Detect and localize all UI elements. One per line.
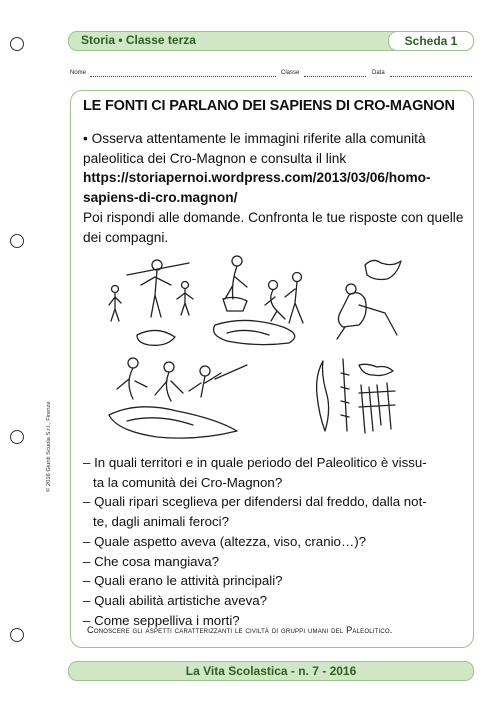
- burial-illustration: [109, 358, 247, 438]
- intro-lead: • Osserva attentamente le immagini riferite alla comunità paleolitica dei Cro-Magnon e consulta il link: [83, 131, 426, 166]
- question-line: ta la comunità dei Cro-Magnon?: [93, 474, 283, 490]
- sheet-badge: [388, 31, 474, 51]
- worksheet-box: [70, 90, 474, 648]
- footer-bar: [68, 661, 474, 681]
- worksheet-title: LE FONTI CI PARLANO DEI SAPIENS DI CRO-MAGNON: [83, 98, 455, 114]
- binder-hole-4: [10, 628, 24, 642]
- binder-hole-2: [10, 234, 24, 248]
- camp-illustration: [214, 256, 304, 345]
- date-field-line: [390, 76, 472, 77]
- header-bar: [68, 31, 474, 51]
- intro-tail: Poi rispondi alle domande. Confronta le tue risposte con quelle dei compagni.: [83, 209, 464, 245]
- cave-art-illustration: [337, 260, 401, 339]
- question-line: – Quali erano le attività principali?: [83, 573, 283, 589]
- date-label: Data: [372, 70, 385, 76]
- question-line: – Quale aspetto aveva (altezza, viso, cranio…)?: [83, 533, 367, 549]
- question-line: – Come seppelliva i morti?: [83, 612, 240, 628]
- subject-title: Storia • Classe terza: [81, 33, 196, 47]
- question-line: – Quali ripari sceglieva per difendersi dal freddo, dalla not-: [83, 494, 427, 510]
- question-line: – Che cosa mangiava?: [83, 553, 220, 569]
- question-line: te, dagli animali feroci?: [93, 514, 229, 530]
- footer-text: La Vita Scolastica - n. 7 - 2016: [185, 664, 357, 678]
- learning-goal: Conoscere gli aspetti caratterizzanti le civiltà di gruppi umani del Paleolitico.: [87, 625, 393, 635]
- worksheet-intro: [83, 129, 467, 247]
- question-line: – Quali abilità artistiche aveva?: [83, 592, 268, 608]
- sheet-badge-label: Scheda 1: [404, 34, 458, 48]
- name-field-line: [90, 76, 276, 77]
- question-list: [83, 453, 471, 630]
- class-field-line: [304, 76, 366, 77]
- binder-hole-3: [10, 430, 24, 444]
- question-line: – In quali territori e in quale periodo del Paleolitico è vissu-: [83, 455, 427, 470]
- hunters-illustration: [109, 260, 193, 345]
- class-label: Classe: [281, 70, 300, 76]
- source-link[interactable]: https://storiapernoi.wordpress.com/2013/03/06/homo-sapiens-di-cro.magnon/: [83, 170, 431, 206]
- cro-magnon-illustrations: [97, 255, 457, 445]
- copyright-note: © 2016 Giunti Scuola S.r.l., Firenze: [46, 401, 52, 492]
- name-label: Nome: [70, 70, 87, 76]
- binder-hole-1: [10, 37, 24, 51]
- tools-illustration: [317, 359, 395, 433]
